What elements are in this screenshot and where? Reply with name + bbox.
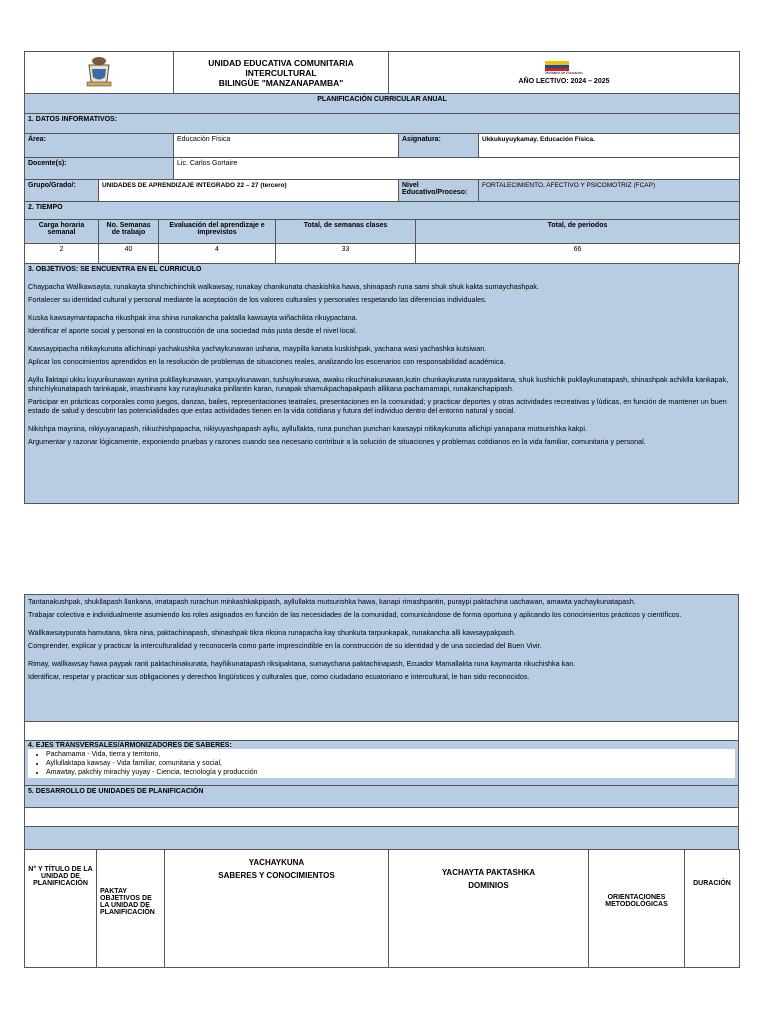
school-year-cell bbox=[389, 52, 740, 94]
plan-title: PLANIFICACIÓN CURRICULAR ANUAL bbox=[25, 94, 740, 114]
objective-pair bbox=[28, 628, 735, 650]
eje-item: • Pachamama - Vida, tierra y territorio, bbox=[46, 750, 735, 759]
objective-pair bbox=[28, 344, 735, 366]
objective-spanish: Aplicar los conocimientos aprendidos en la resolución de problemas de situaciones reales, analizando los escenarios con responsabilidad académica. bbox=[28, 357, 506, 366]
ejes-section bbox=[24, 740, 739, 786]
objective-pair bbox=[28, 375, 735, 415]
unidades-table bbox=[24, 849, 740, 968]
school-logo-cell bbox=[25, 52, 174, 94]
dominios-title-es: DOMINIOS bbox=[468, 881, 509, 890]
col-duracion-header: DURACIÓN bbox=[685, 850, 740, 968]
objective-kichwa: Kuska kawsaymantapacha rikushpak ima shina runakancha paktalla kawsayta wiñachikta rikuypactana. bbox=[28, 313, 358, 322]
objective-kichwa: Ayllu llaktapi ukku kuyurikunawan aynina pukllaykunawan, yumpuykunawan, tushuykunawa, awaku rikuchinakunawan,kutin chunkaykunata ruraypaktana, shuk kushichik pukllaykunatapash, shinashpak achiklla kankapak, shinchiykunatapash tarinkapak, imashinami kay ruraykunaka pinllantin karan, runapak shamukpachapakpash allikana pachamamapi, runakanchapipash. bbox=[28, 375, 729, 393]
objetivos-section bbox=[24, 263, 739, 504]
school-crest-icon bbox=[84, 55, 114, 89]
objective-pair bbox=[28, 282, 735, 304]
asignatura-value: Ukkukuyuykamay. Educación Física. bbox=[479, 134, 740, 158]
nivel-value: FORTALECIMIENTO, AFECTIVO Y PSICOMOTRIZ (FCAP) bbox=[479, 180, 740, 202]
school-year: AÑO LECTIVO: 2024 – 2025 bbox=[518, 77, 610, 85]
objective-pair bbox=[28, 659, 735, 681]
tiempo-value-0: 2 bbox=[25, 244, 99, 264]
docente-value: Lic. Carlos Gortaire bbox=[174, 158, 740, 180]
ministry-label: Ministerio de Educación bbox=[545, 70, 583, 75]
tiempo-header-2: Evaluación del aprendizaje e imprevistos bbox=[159, 220, 276, 244]
col-dominios-header bbox=[389, 850, 589, 968]
school-name-line2: BILINGÜE "MANZANAPAMBA" bbox=[218, 77, 344, 88]
sec5-title: 5. DESARROLLO DE UNIDADES DE PLANIFICACIÓN bbox=[24, 785, 739, 808]
ministry-logo bbox=[545, 61, 582, 75]
objective-kichwa: Kawsaypipacha nitikaykunata allichinapi yachakushka yachaykunawan ushana, maypilla kanata kuskishpak, yachana wasi yachashka kutsiwan. bbox=[28, 344, 487, 353]
col-unidad-header: N° Y TÍTULO DE LA UNIDAD DE PLANIFICACIÓN bbox=[25, 850, 97, 968]
blue-spacer-row bbox=[24, 826, 739, 850]
datos-informativos-table bbox=[24, 133, 740, 220]
objective-pair bbox=[28, 424, 735, 446]
tiempo-header-3: Total, de semanas clases bbox=[276, 220, 416, 244]
objective-kichwa: Tantanakushpak, shukllapash llankana, imatapash rurachun minkashkakpipash, ayllullakta mutsurishka hawa, kanapi rimashpantin, puraypi paktachina uachawan, amawta yachaykunatapash. bbox=[28, 597, 636, 606]
eje-item: • Ayllullaktapa kawsay - Vida familiar, comunitaria y social, bbox=[46, 759, 735, 768]
objective-kichwa: Nikishpa maynina, nikiyuyanapash, riikuchishpapacha, nikiyuyashpapash ayllu, ayllullakta, runa punchan punchan kawsaypi nitikaykunata allichipi yanapana mutsurishka kakpi. bbox=[28, 424, 587, 433]
objective-kichwa: Wallkawsaypurata hamutana, tikra nina, paktachinapash, shinashpak tikra riksina runapacha kay shunkuta tarpunkapak, runakancha alli kawsaypakpash. bbox=[28, 628, 516, 637]
docente-label: Docente(s): bbox=[25, 158, 174, 180]
area-value: Educación Física bbox=[174, 134, 399, 158]
objective-spanish: Identificar el aporte social y personal en la construcción de una sociedad más justa desde el nivel local. bbox=[28, 326, 357, 335]
col-saberes-header bbox=[165, 850, 389, 968]
col-orientaciones-header: ORIENTACIONES METODOLÓGICAS bbox=[589, 850, 685, 968]
ejes-list bbox=[28, 750, 735, 777]
objective-pair bbox=[28, 597, 735, 619]
sec1-title: 1. DATOS INFORMATIVOS: bbox=[25, 114, 740, 134]
nivel-label: Nivel Educativo/Proceso: bbox=[399, 180, 479, 202]
tiempo-header-0: Carga horaria semanal bbox=[25, 220, 99, 244]
objective-spanish: Fortalecer su identidad cultural y personal mediante la aceptación de los valores culturales y personales respetando las diferencias individuales. bbox=[28, 295, 487, 304]
tiempo-value-2: 4 bbox=[159, 244, 276, 264]
tiempo-header-1: No. Semanas de trabajo bbox=[99, 220, 159, 244]
blank-gap-row bbox=[24, 807, 739, 827]
objetivos-list-page2 bbox=[28, 597, 735, 681]
objective-kichwa: Chaypacha Wallkawsayta, runakayta shinchichinchik walkawsay, runakay chanikunata chaskishka hawa, shinapash runa sami shuk shuk kakta sumaychashpak. bbox=[28, 282, 539, 291]
tiempo-value-3: 33 bbox=[276, 244, 416, 264]
saberes-title-kichwa: YACHAYKUNA bbox=[248, 858, 305, 867]
saberes-title-es: SABERES Y CONOCIMIENTOS bbox=[218, 871, 335, 880]
objective-spanish: Trabajar colectiva e individualmente asumiendo los roles asignados en función de las necesidades de la comunidad, comunicándose de forma oportuna y aplicando los conocimientos prácticos y científicos. bbox=[28, 610, 682, 619]
objective-pair bbox=[28, 313, 735, 335]
col-objetivos-header: PAKTAY OBJETIVOS DE LA UNIDAD DE PLANIFICACIÓN bbox=[97, 850, 165, 968]
page-2 bbox=[24, 594, 739, 968]
blank-row bbox=[24, 721, 739, 741]
eje-item: • Amawtay, pakchiy mirachiy yuyay - Ciencia, tecnología y producción bbox=[46, 768, 735, 777]
sec2-title: 2. TIEMPO bbox=[25, 202, 740, 220]
objective-spanish: Participar en prácticas corporales como juegos, danzas, bailes, representaciones teatrales, presentaciones en la comunidad; y practicar deportes y otras actividades recreativas y lúdicas, en función de mantener un buen estado de salud y descubrir las potencialidades que estas actividades tienen en la vida cotidiana y futura del individuo dentro del entorno natural y social. bbox=[28, 397, 727, 415]
objective-spanish: Argumentar y razonar lógicamente, exponiendo pruebas y razones cuando sea necesario contribuir a la solución de situaciones y problemas cotidianos en la vida familiar, comunitaria y personal. bbox=[28, 437, 646, 446]
objective-kichwa: Rimay, wallkawsay hawa paypak ranti paktachinakunata, hayñikunatapash riksipaktana, sumaychana paktachinapash, Ecuador Mamallakta runa kaymanta rikuchishka kan. bbox=[28, 659, 576, 668]
school-name-line1: UNIDAD EDUCATIVA COMUNITARIA INTERCULTURAL bbox=[208, 57, 354, 78]
grupo-label: Grupo/Grado/: bbox=[25, 180, 99, 202]
tiempo-header-4: Total, de periodos bbox=[416, 220, 740, 244]
school-name-cell bbox=[174, 52, 389, 94]
header-table bbox=[24, 51, 740, 134]
objective-spanish: Comprender, explicar y practicar la interculturalidad y reconocerla como parte imprescindible en la construcción de su identidad y de una sociedad del Buen Vivir. bbox=[28, 641, 542, 650]
area-label: Área: bbox=[25, 134, 174, 158]
tiempo-table bbox=[24, 219, 740, 264]
sec3-title: 3. OBJETIVOS: SE ENCUENTRA EN EL CURRICULO bbox=[28, 266, 202, 273]
asignatura-label: Asignatura: bbox=[399, 134, 479, 158]
objetivos-list-page1 bbox=[28, 282, 735, 446]
tiempo-value-4: 66 bbox=[416, 244, 740, 264]
grupo-value: UNIDADES DE APRENDIZAJE INTEGRADO 22 – 27 (tercero) bbox=[99, 180, 399, 202]
tiempo-value-1: 40 bbox=[99, 244, 159, 264]
objetivos-continued bbox=[24, 594, 739, 722]
page-1 bbox=[24, 51, 739, 504]
dominios-title-kichwa: YACHAYTA PAKTASHKA bbox=[441, 868, 536, 877]
objective-spanish: Identificar, respetar y practicar sus obligaciones y derechos lingüísticos y culturales que, como ciudadano ecuatoriano e intercultural, le han sido reconocidos. bbox=[28, 672, 530, 681]
sec4-title: 4. EJES TRANSVERSALES/ARMONIZADORES DE SABERES: bbox=[28, 742, 232, 749]
